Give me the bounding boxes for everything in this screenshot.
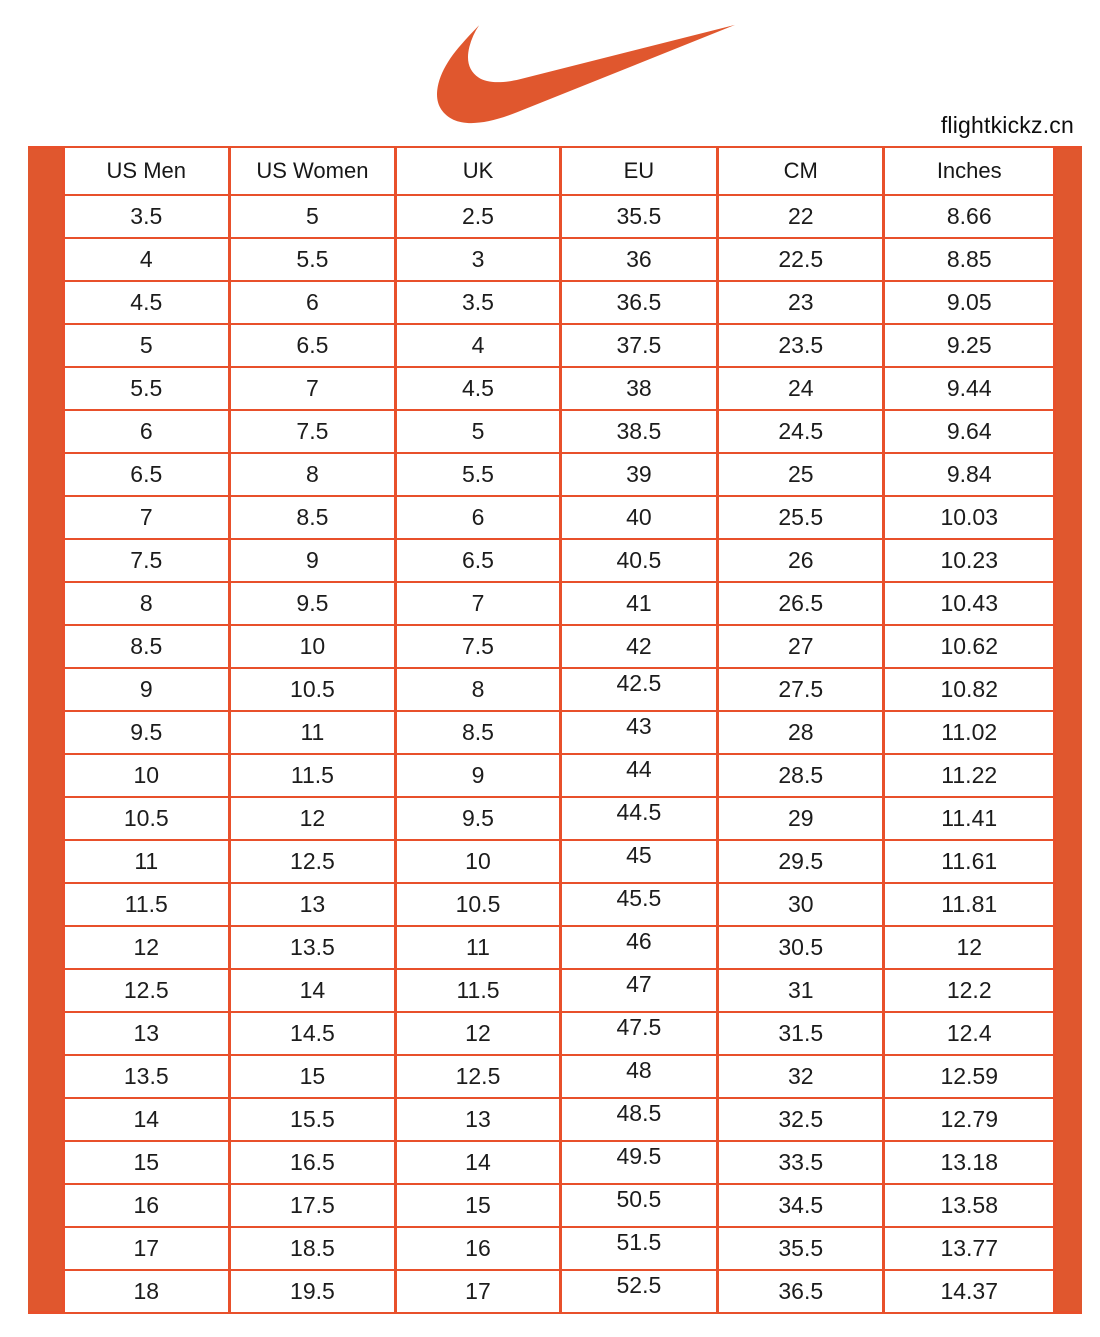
table-cell: 15 xyxy=(396,1184,560,1227)
table-row xyxy=(64,410,1055,453)
table-cell: 4.5 xyxy=(396,367,560,410)
table-cell: 16 xyxy=(396,1227,560,1270)
table-cell: 51.5 xyxy=(560,1227,717,1270)
table-row xyxy=(64,1184,1055,1227)
table-cell: 24 xyxy=(718,367,884,410)
table-cell: 11 xyxy=(229,711,396,754)
table-cell: 33.5 xyxy=(718,1141,884,1184)
table-cell: 42.5 xyxy=(560,668,717,711)
table-row xyxy=(64,625,1055,668)
table-cell: 8.5 xyxy=(396,711,560,754)
table-cell: 38 xyxy=(560,367,717,410)
table-cell: 10 xyxy=(396,840,560,883)
table-cell: 5.5 xyxy=(229,238,396,281)
table-cell: 12.79 xyxy=(884,1098,1055,1141)
table-cell: 9 xyxy=(396,754,560,797)
table-cell: 12.5 xyxy=(396,1055,560,1098)
table-cell: 49.5 xyxy=(560,1141,717,1184)
table-cell: 15 xyxy=(229,1055,396,1098)
left-accent-bar xyxy=(28,146,62,1314)
table-cell: 8.5 xyxy=(229,496,396,539)
table-cell: 47.5 xyxy=(560,1012,717,1055)
table-cell: 36.5 xyxy=(560,281,717,324)
table-cell: 13.5 xyxy=(64,1055,230,1098)
table-cell: 29.5 xyxy=(718,840,884,883)
table-cell: 11.22 xyxy=(884,754,1055,797)
table-cell: 16.5 xyxy=(229,1141,396,1184)
table-cell: 26 xyxy=(718,539,884,582)
table-cell: 45 xyxy=(560,840,717,883)
table-cell: 35.5 xyxy=(718,1227,884,1270)
table-cell: 15 xyxy=(64,1141,230,1184)
table-cell: 42 xyxy=(560,625,717,668)
column-header: US Men xyxy=(64,147,230,195)
table-row xyxy=(64,453,1055,496)
table-cell: 28 xyxy=(718,711,884,754)
table-cell: 11.5 xyxy=(396,969,560,1012)
table-cell: 14 xyxy=(64,1098,230,1141)
table-cell: 8 xyxy=(229,453,396,496)
table-cell: 8.66 xyxy=(884,195,1055,238)
table-cell: 31.5 xyxy=(718,1012,884,1055)
table-cell: 10 xyxy=(64,754,230,797)
table-header xyxy=(64,147,1055,195)
column-header: CM xyxy=(718,147,884,195)
table-cell: 9.64 xyxy=(884,410,1055,453)
table-row xyxy=(64,1270,1055,1313)
table-cell: 35.5 xyxy=(560,195,717,238)
table-row xyxy=(64,883,1055,926)
table-cell: 39 xyxy=(560,453,717,496)
table-cell: 11.5 xyxy=(229,754,396,797)
table-cell: 5.5 xyxy=(396,453,560,496)
table-cell: 9.25 xyxy=(884,324,1055,367)
table-cell: 6 xyxy=(229,281,396,324)
table-cell: 34.5 xyxy=(718,1184,884,1227)
table-cell: 10.62 xyxy=(884,625,1055,668)
table-row xyxy=(64,969,1055,1012)
table-cell: 17 xyxy=(64,1227,230,1270)
table-cell: 4 xyxy=(396,324,560,367)
table-cell: 6 xyxy=(64,410,230,453)
table-cell: 12 xyxy=(884,926,1055,969)
table-cell: 8 xyxy=(64,582,230,625)
table-cell: 12.5 xyxy=(229,840,396,883)
table-cell: 48.5 xyxy=(560,1098,717,1141)
table-cell: 40.5 xyxy=(560,539,717,582)
table-cell: 10.5 xyxy=(64,797,230,840)
column-header: US Women xyxy=(229,147,396,195)
table-cell: 10.5 xyxy=(396,883,560,926)
table-cell: 5.5 xyxy=(64,367,230,410)
table-cell: 37.5 xyxy=(560,324,717,367)
table-cell: 3 xyxy=(396,238,560,281)
table-cell: 4 xyxy=(64,238,230,281)
table-cell: 17 xyxy=(396,1270,560,1313)
table-row xyxy=(64,582,1055,625)
table-cell: 12 xyxy=(229,797,396,840)
watermark-text: flightkickz.cn xyxy=(940,112,1074,138)
table-cell: 36 xyxy=(560,238,717,281)
table-cell: 11.5 xyxy=(64,883,230,926)
table-row xyxy=(64,754,1055,797)
table-cell: 11.61 xyxy=(884,840,1055,883)
table-cell: 18.5 xyxy=(229,1227,396,1270)
table-cell: 23.5 xyxy=(718,324,884,367)
table-cell: 50.5 xyxy=(560,1184,717,1227)
table-row xyxy=(64,840,1055,883)
size-table xyxy=(62,146,1056,1314)
table-cell: 18 xyxy=(64,1270,230,1313)
table-row xyxy=(64,496,1055,539)
table-cell: 4.5 xyxy=(64,281,230,324)
table-cell: 43 xyxy=(560,711,717,754)
table-cell: 9 xyxy=(64,668,230,711)
table-cell: 10.82 xyxy=(884,668,1055,711)
table-cell: 30 xyxy=(718,883,884,926)
column-header: Inches xyxy=(884,147,1055,195)
table-cell: 14 xyxy=(396,1141,560,1184)
table-cell: 12.4 xyxy=(884,1012,1055,1055)
table-cell: 11 xyxy=(64,840,230,883)
table-cell: 13.77 xyxy=(884,1227,1055,1270)
table-cell: 27 xyxy=(718,625,884,668)
table-cell: 7.5 xyxy=(64,539,230,582)
table-cell: 6.5 xyxy=(396,539,560,582)
table-cell: 3.5 xyxy=(64,195,230,238)
table-body xyxy=(64,195,1055,1313)
table-cell: 26.5 xyxy=(718,582,884,625)
table-cell: 16 xyxy=(64,1184,230,1227)
table-cell: 14.5 xyxy=(229,1012,396,1055)
table-cell: 27.5 xyxy=(718,668,884,711)
table-cell: 9.5 xyxy=(396,797,560,840)
table-cell: 11.81 xyxy=(884,883,1055,926)
table-cell: 52.5 xyxy=(560,1270,717,1313)
table-row xyxy=(64,195,1055,238)
table-cell: 23 xyxy=(718,281,884,324)
table-cell: 28.5 xyxy=(718,754,884,797)
table-cell: 19.5 xyxy=(229,1270,396,1313)
table-cell: 12.5 xyxy=(64,969,230,1012)
table-cell: 6.5 xyxy=(64,453,230,496)
table-cell: 5 xyxy=(64,324,230,367)
table-row xyxy=(64,668,1055,711)
table-cell: 11 xyxy=(396,926,560,969)
table-cell: 13 xyxy=(396,1098,560,1141)
table-cell: 38.5 xyxy=(560,410,717,453)
table-cell: 25.5 xyxy=(718,496,884,539)
table-cell: 13 xyxy=(229,883,396,926)
table-cell: 15.5 xyxy=(229,1098,396,1141)
table-cell: 5 xyxy=(396,410,560,453)
table-row xyxy=(64,797,1055,840)
table-cell: 12 xyxy=(64,926,230,969)
table-cell: 24.5 xyxy=(718,410,884,453)
table-cell: 12.59 xyxy=(884,1055,1055,1098)
table-cell: 10.43 xyxy=(884,582,1055,625)
table-cell: 14 xyxy=(229,969,396,1012)
table-cell: 10.23 xyxy=(884,539,1055,582)
table-cell: 44.5 xyxy=(560,797,717,840)
table-cell: 10.5 xyxy=(229,668,396,711)
table-row xyxy=(64,367,1055,410)
size-conversion-table xyxy=(28,146,1082,1314)
table-cell: 40 xyxy=(560,496,717,539)
table-cell: 9.44 xyxy=(884,367,1055,410)
table-cell: 36.5 xyxy=(718,1270,884,1313)
table-cell: 31 xyxy=(718,969,884,1012)
table-cell: 45.5 xyxy=(560,883,717,926)
table-cell: 3.5 xyxy=(396,281,560,324)
table-cell: 13 xyxy=(64,1012,230,1055)
table-cell: 10 xyxy=(229,625,396,668)
table-row xyxy=(64,1012,1055,1055)
table-cell: 6 xyxy=(396,496,560,539)
table-cell: 8.5 xyxy=(64,625,230,668)
table-cell: 12 xyxy=(396,1012,560,1055)
table-cell: 44 xyxy=(560,754,717,797)
table-cell: 8 xyxy=(396,668,560,711)
table-cell: 2.5 xyxy=(396,195,560,238)
table-row xyxy=(64,539,1055,582)
table-row xyxy=(64,926,1055,969)
table-cell: 8.85 xyxy=(884,238,1055,281)
table-cell: 9 xyxy=(229,539,396,582)
table-cell: 30.5 xyxy=(718,926,884,969)
right-accent-bar xyxy=(1056,146,1082,1314)
table-cell: 5 xyxy=(229,195,396,238)
table-cell: 22.5 xyxy=(718,238,884,281)
table-cell: 9.5 xyxy=(64,711,230,754)
table-row xyxy=(64,324,1055,367)
table-cell: 9.84 xyxy=(884,453,1055,496)
table-cell: 13.18 xyxy=(884,1141,1055,1184)
table-row xyxy=(64,281,1055,324)
table-cell: 7 xyxy=(64,496,230,539)
table-cell: 14.37 xyxy=(884,1270,1055,1313)
table-cell: 48 xyxy=(560,1055,717,1098)
table-cell: 13.58 xyxy=(884,1184,1055,1227)
table-cell: 25 xyxy=(718,453,884,496)
table-row xyxy=(64,1141,1055,1184)
table-cell: 32 xyxy=(718,1055,884,1098)
table-row xyxy=(64,1055,1055,1098)
table-cell: 11.41 xyxy=(884,797,1055,840)
table-cell: 7 xyxy=(229,367,396,410)
table-cell: 7.5 xyxy=(396,625,560,668)
table-cell: 46 xyxy=(560,926,717,969)
table-header-row xyxy=(64,147,1055,195)
table-cell: 41 xyxy=(560,582,717,625)
table-cell: 47 xyxy=(560,969,717,1012)
table-cell: 17.5 xyxy=(229,1184,396,1227)
table-cell: 32.5 xyxy=(718,1098,884,1141)
table-cell: 29 xyxy=(718,797,884,840)
table-cell: 22 xyxy=(718,195,884,238)
table-cell: 6.5 xyxy=(229,324,396,367)
table-cell: 13.5 xyxy=(229,926,396,969)
table-row xyxy=(64,238,1055,281)
table-cell: 7 xyxy=(396,582,560,625)
table-cell: 10.03 xyxy=(884,496,1055,539)
table-row xyxy=(64,1098,1055,1141)
table-cell: 11.02 xyxy=(884,711,1055,754)
table-cell: 9.5 xyxy=(229,582,396,625)
column-header: EU xyxy=(560,147,717,195)
table-cell: 7.5 xyxy=(229,410,396,453)
nike-swoosh-icon xyxy=(437,22,735,126)
table-row xyxy=(64,711,1055,754)
column-header: UK xyxy=(396,147,560,195)
table-cell: 9.05 xyxy=(884,281,1055,324)
table-cell: 12.2 xyxy=(884,969,1055,1012)
table-row xyxy=(64,1227,1055,1270)
